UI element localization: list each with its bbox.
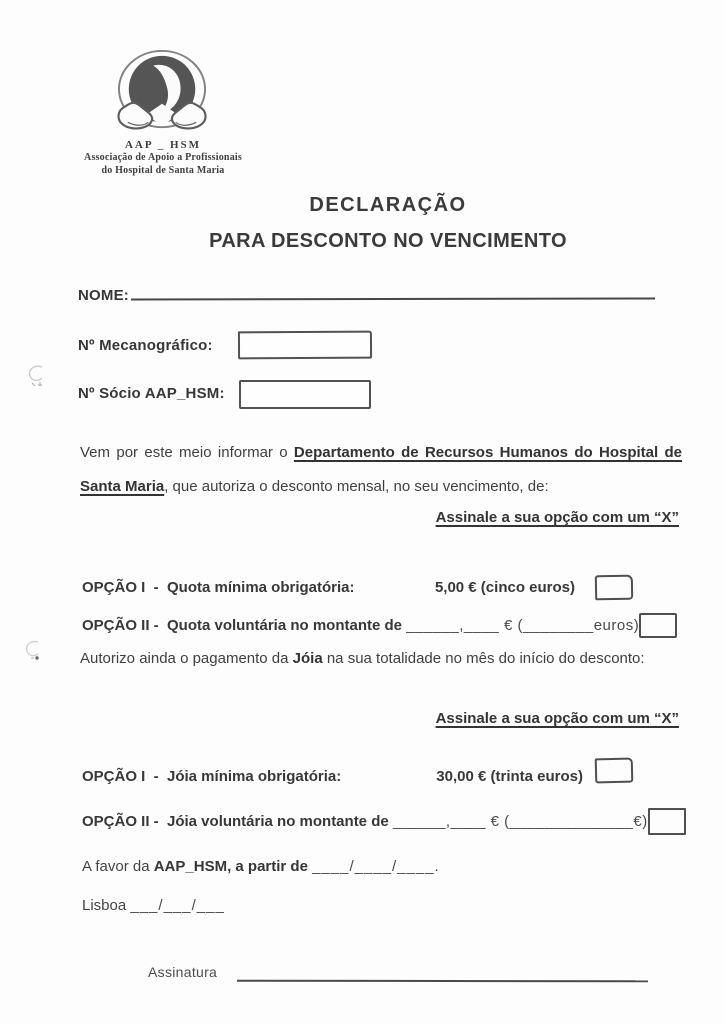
place-date-line	[82, 897, 225, 914]
intro-text-after: , que autoriza o desconto mensal, no seu vencimento, de:	[164, 478, 549, 495]
favor-org-emphasis: AAP_HSM, a partir de	[153, 858, 313, 875]
joia-option2-amount-blanks[interactable]: ______,____ € (______________€)	[392, 813, 648, 830]
joia-option1-checkbox[interactable]	[595, 758, 634, 784]
quota-option2-label: OPÇÃO II - Quota voluntária no montante de	[82, 617, 407, 634]
lisboa-label: Lisboa	[82, 897, 131, 914]
joia-option1-label: OPÇÃO I - Jóia mínima obrigatória:	[82, 768, 342, 785]
org-logo-emblem	[104, 48, 222, 136]
name-input-line[interactable]	[131, 283, 655, 300]
start-date-line	[82, 858, 440, 875]
signature-label: Assinatura	[148, 964, 218, 980]
mark-option-note-joia: Assinale a sua opção com um “X”	[435, 710, 679, 727]
scan-artifact-lower	[22, 638, 48, 664]
intro-department-emphasis: Departamento de Recursos Humanos do Hospital de Santa Maria	[80, 444, 682, 495]
quota-option2-checkbox[interactable]	[639, 613, 677, 638]
document-title: DECLARAÇÃO	[309, 194, 467, 216]
signature-line[interactable]	[237, 963, 648, 983]
member-number-label: Nº Sócio AAP_HSM:	[78, 385, 225, 402]
member-number-box[interactable]	[239, 380, 371, 409]
quota-option1-row	[82, 575, 633, 600]
joia-option1-value: 30,00 € (trinta euros)	[436, 768, 583, 785]
quota-option1-checkbox[interactable]	[595, 575, 633, 601]
org-logo-block	[84, 48, 242, 177]
org-abbreviation: AAP _ HSM	[124, 139, 202, 151]
intro-paragraph	[80, 436, 682, 504]
quota-option1-value: 5,00 € (cinco euros)	[434, 579, 575, 596]
joia-emphasis: Jóia	[292, 650, 323, 667]
lisboa-date-blanks[interactable]: ___/___/___	[130, 897, 225, 914]
start-date-blanks[interactable]: ____/____/____.	[312, 858, 440, 875]
scan-artifact-upper	[24, 362, 52, 390]
quota-option2-row	[82, 613, 640, 638]
document-subtitle: PARA DESCONTO NO VENCIMENTO	[209, 230, 567, 252]
joia-option1-row	[82, 764, 633, 789]
name-field-row	[78, 284, 655, 304]
favor-text-before: A favor da	[82, 858, 154, 875]
joia-text-before: Autorizo ainda o pagamento da	[80, 650, 293, 667]
joia-paragraph	[80, 650, 692, 667]
quota-option2-amount-blanks[interactable]: ______,____ € (________euros)	[406, 617, 640, 634]
intro-text-before: Vem por este meio informar o	[80, 444, 294, 461]
org-name-line1: Associação de Apoio a Profissionais	[84, 152, 242, 163]
joia-option2-checkbox[interactable]	[648, 808, 686, 835]
mark-option-note-quota: Assinale a sua opção com um “X”	[435, 509, 679, 526]
joia-text-after: na sua totalidade no mês do início do desconto:	[322, 650, 645, 667]
joia-option2-label: OPÇÃO II - Jóia voluntária no montante de	[82, 813, 393, 830]
quota-option1-label: OPÇÃO I - Quota mínima obrigatória:	[82, 579, 355, 596]
name-label: NOME:	[78, 287, 129, 304]
joia-option2-row	[82, 808, 648, 835]
employee-number-box[interactable]	[238, 331, 372, 360]
employee-number-label: Nº Mecanográfico:	[78, 337, 213, 354]
org-name-line2: do Hospital de Santa Maria	[101, 165, 225, 176]
